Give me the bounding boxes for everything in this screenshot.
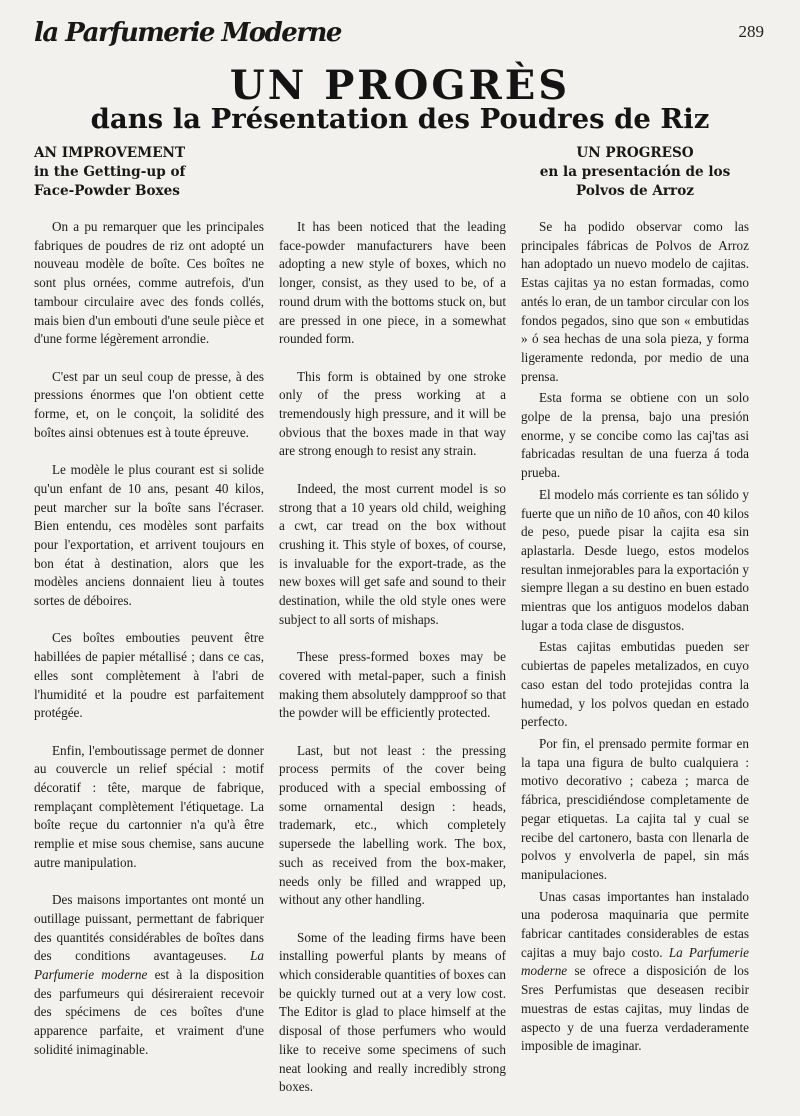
- article-subtitle: dans la Présentation des Poudres de Riz: [90, 103, 710, 135]
- spanish-paragraph: [521, 888, 749, 1056]
- french-paragraph: On a pu remarquer que les principales fabriques de poudres de riz ont adopté un nouveau modèle de boîte. Ces boîtes ne sont plus ornées, comme autrefois, d'un tambour circulaire avec des fonds collés, mais bien d'un embouti d'une seule pièce et d'une forme légèrement arrondie.: [34, 219, 264, 347]
- spanish-paragraph: Estas cajitas embutidas pueden ser cubiertas de papeles metalizados, en cuyo caso estan del todo protejidas contra la humedad, y los polvos quedan en estado perfecto.: [521, 639, 749, 730]
- english-paragraph: This form is obtained by one stroke only of the press working at a tremendously high pressure, and it will be obvious that the boxes made in that way are strong enough to resist any strain.: [279, 368, 506, 459]
- english-paragraph: Some of the leading firms have been installing powerful plants by means of which considerable quantities of boxes can be quickly turned out at a very low cost. The Editor is glad to place himself at the disposal of those perfumers who would like to receive some specimens of such neat looking and really incredibly strong boxes.: [279, 929, 506, 1095]
- french-paragraph: [34, 891, 264, 1059]
- english-column: [279, 218, 506, 1116]
- spanish-paragraph: El modelo más corriente es tan sólido y fuerte que un niño de 10 años, con 40 kilos de peso, puede pisar la cajita esa sin aplastarla. Desde luego, estos modelos resultan inmejorables para la exportación y siempre llegan a su destino en buen estado mientras que los antiguos modelos daban lugar a toda clase de disgustos.: [521, 486, 749, 633]
- spanish-heading-line-1: UN PROGRESO: [576, 145, 694, 161]
- spanish-heading: [520, 144, 750, 201]
- article-title: UN PROGRÈS: [229, 62, 571, 109]
- english-heading-line-1: AN IMPROVEMENT: [34, 145, 186, 161]
- spanish-heading-line-3: Polvos de Arroz: [576, 183, 694, 199]
- french-column: [34, 218, 264, 1078]
- spanish-column: [521, 218, 749, 1059]
- spanish-p6-end: se ofrece a disposición de los Sres Perfumistas que deseasen recibir muestras de estas cajitas, muy lindas de aspecto y de una fuerza verdaderamente imposible de imaginar.: [521, 963, 749, 1054]
- french-p6-start: Des maisons importantes ont monté un outillage puissant, permettant de fabriquer des quantités considérables de boîtes dans des conditions avantageuses.: [34, 892, 264, 964]
- magazine-name: La Parfumerie moderne: [521, 944, 750, 979]
- french-paragraph: Ces boîtes embouties peuvent être habillées de papier métallisé ; dans ce cas, elles sont complètement à l'abri de l'humidité et la poudre est parfaitement protégée.: [34, 630, 264, 721]
- english-heading: [34, 144, 185, 201]
- english-heading-line-2: in the Getting-up of: [34, 164, 186, 180]
- masthead-logo: la Parfumerie Moderne: [34, 18, 341, 48]
- spanish-paragraph: Por fin, el prensado permite formar en la tapa una figura de bulto cualquiera : motivo decorativo ; cabeza ; marca de fábrica, prescidiéndose completamente de pegar etiquetas. La cajita tal y cual se recibe del cartonero, basta con llenarla de polvos y envolverla de papel, sin más manipulaciones.: [521, 735, 749, 882]
- english-heading-line-3: Face-Powder Boxes: [34, 183, 180, 199]
- page-number: 289: [738, 22, 764, 41]
- french-paragraph: C'est par un seul coup de presse, à des pressions énormes que l'on obtient cette forme, et, on le conçoit, la solidité des boîtes ainsi obtenues est à toute épreuve.: [34, 368, 264, 440]
- french-paragraph: Enfin, l'emboutissage permet de donner au couvercle un relief spécial : motif décoratif : tête, marque de fabrique, remplaçant complètement l'étiquetage. La boîte reçue du cartonnier n'a qu'à être remplie et mise sous chemise, sans aucune autre manipulation.: [34, 742, 264, 870]
- english-paragraph: These press-formed boxes may be covered with metal-paper, such a finish making them absolutely dampproof so that the powder will be efficiently protected.: [279, 649, 506, 721]
- spanish-heading-line-2: en la presentación de los: [539, 164, 731, 180]
- english-paragraph: It has been noticed that the leading face-powder manufacturers have been adopting a new style of boxes, which no longer, consist, as they used to be, of a round drum with the bottoms stuck on, but are pressed in one piece, in a somewhat rounded form.: [279, 219, 506, 347]
- english-paragraph: Last, but not least : the pressing process permits of the cover being produced with a special embossing of some ornamental design : heads, trademark, etc., which completely supersede the labelling work. The box, such as received from the box-maker, needs only be filled and wrapped up, without any other handling.: [279, 742, 506, 908]
- french-p6-end: est à la disposition des parfumeurs qui désireraient recevoir des spécimens de ces boîtes d'une apparence parfaite, et vraiment d'une solidité inimaginable.: [34, 967, 264, 1057]
- english-paragraph: Indeed, the most current model is so strong that a 10 years old child, weighing a cwt, car tread on the box without crushing it. This style of boxes, of course, is invaluable for the export-trade, as the new boxes will get safe and sound to their destination, while the old style ones were subject to all sorts of mishaps.: [279, 480, 506, 627]
- spanish-paragraph: Esta forma se obtiene con un solo golpe de la prensa, bajo una presión enorme, y se concibe como las caj'tas asi fabricadas resultan de una fuerza á toda prueba.: [521, 390, 749, 481]
- french-paragraph: Le modèle le plus courant est si solide qu'un enfant de 10 ans, pesant 40 kilos, peut marcher sur la boîte sans l'écraser. Bien entendu, ces modèles sont parfaits pour l'exportation, et arrivent toujours en bon état à destination, alors que les modèles anciens donnaient lieu à toutes sortes de déboires.: [34, 462, 264, 609]
- spanish-p6-start: Unas casas importantes han instalado una poderosa maquinaria que permite fabricar cantitades considerables de estas cajitas a muy bajo costo.: [521, 888, 749, 960]
- magazine-name: La Parfumerie moderne: [34, 948, 264, 983]
- spanish-paragraph: Se ha podido observar como las principales fábricas de Polvos de Arroz han adoptado un nuevo modelo de cajitas. Estas cajitas ya no estan formadas, como antés lo eran, de un tambor circular con los fondos pegados, sino que son « embutidas » ó sea hechas de una sola pieza, y forma ligeramente redonda, por medio de una prensa.: [521, 219, 749, 384]
